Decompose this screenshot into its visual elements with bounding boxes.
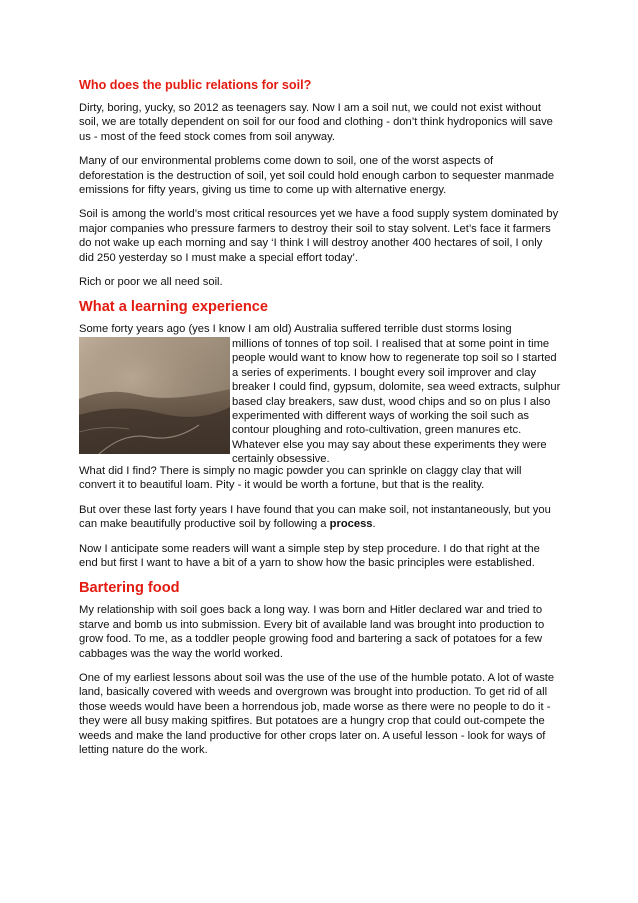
paragraph-text: . [372, 518, 376, 531]
paragraph: Soil is among the world’s most critical resources yet we have a food supply system dominated by major companies who pressure farmers to destroy their soil to stay solvent. Let’s face it farmers do not wake up each morning and say ‘I think I will destroy another 400 hectares of soil, I only did 250 yesterday so I must make a special effort today’. [79, 208, 559, 264]
paragraph: One of my earliest lessons about soil was the use of the use of the humble potato. A lot of waste land, basically covered with weeds and overgrown was brought into production. To get rid of all those weeds would have been a horrendous job, made worse as there were no people to do it - they were all busy making spitfires. But potatoes are a hungry crop that could out-compete the weeds and make the land productive for other crops later on. A useful lesson - look for ways of letting nature do the work. [79, 671, 555, 756]
document-page [79, 78, 559, 767]
dust-storm-photo [79, 337, 230, 454]
bold-word-process: process [329, 518, 373, 531]
paragraph: What did I find? There is simply no magic powder you can sprinkle on claggy clay that will convert it to beautiful loam. Pity - it would be worth a fortune, but that is the reality. [79, 464, 522, 492]
section-heading-public-relations: Who does the public relations for soil? [79, 78, 312, 92]
paragraph-intro-line: Some forty years ago (yes I know I am old) Australia suffered terrible dust storms losing [79, 323, 512, 336]
paragraph: Now I anticipate some readers will want a simple step by step procedure. I do that right at the end but first I want to have a bit of a yarn to show how the basic principles were established. [79, 542, 540, 569]
paragraph: Rich or poor we all need soil. [79, 276, 223, 289]
section-heading-bartering-food: Bartering food [79, 580, 180, 597]
figure-with-text [79, 337, 561, 466]
paragraph [79, 503, 559, 532]
wrapped-paragraph: millions of tonnes of top soil. I realised that at some point in time people would want to know how to regenerate top soil so I started a series of experiments. I bought every soil improver and clay breaker I could find, gypsum, dolomite, sea weed extracts, sulphur based clay breakers, saw dust, wood chips and so on plus I also experimented with different ways of working the soil such as contour ploughing and roto-cultivation, green manures etc. Whatever else you may say about these experiments they were certainly obsessive. [232, 337, 561, 466]
paragraph-text: But over these last forty years I have found that you can make soil, not instantaneously, but you can make beautifully productive soil by following a [79, 503, 551, 531]
paragraph: Many of our environmental problems come down to soil, one of the worst aspects of deforestation is the destruction of soil, yet soil could hold enough carbon to sequester manmade emissions for fifty years, giving us time to come up with alternative energy. [79, 155, 555, 197]
section-heading-learning-experience: What a learning experience [79, 299, 268, 316]
paragraph: My relationship with soil goes back a long way. I was born and Hitler declared war and tried to starve and bomb us into submission. Every bit of available land was brought into production to grow food. To me, as a toddler people growing food and bartering a sack of potatoes for a few cabbages was the way the world worked. [79, 604, 545, 660]
paragraph: Dirty, boring, yucky, so 2012 as teenagers say. Now I am a soil nut, we could not exist without soil, we are totally dependent on soil for our food and clothing - don’t think hydroponics will save us - most of the feed stock comes from soil anyway. [79, 102, 553, 143]
